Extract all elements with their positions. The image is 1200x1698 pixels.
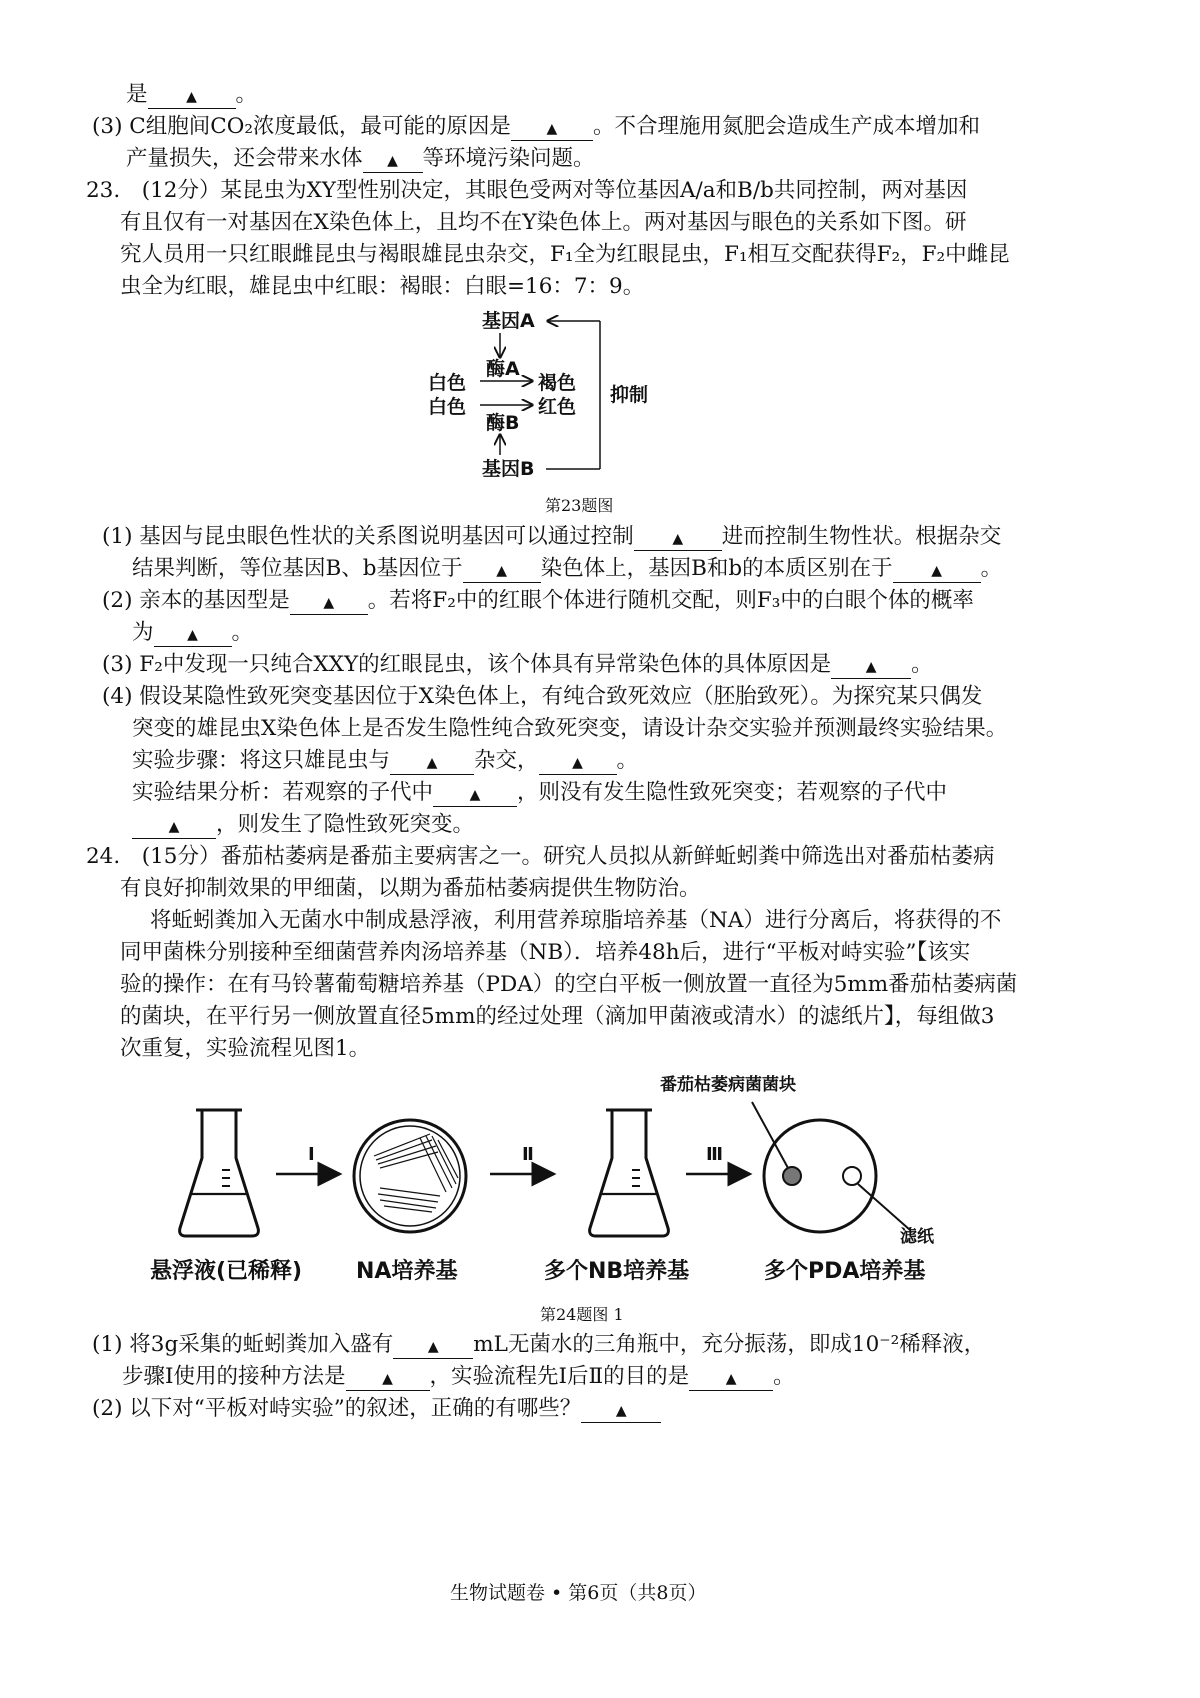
pda-plate-icon (752, 1102, 910, 1232)
nb-medium-label: 多个NB培养基 (544, 1259, 690, 1284)
page-footer: 生物试题卷 • 第6页（共8页） (450, 1582, 707, 1604)
white-label: 白色 (428, 372, 467, 394)
white-label: 白色 (428, 396, 467, 418)
pathogen-label: 番茄枯萎病菌菌块 (660, 1075, 796, 1095)
answer-blank[interactable]: ▲ (148, 86, 236, 109)
question-24-stem: 次重复，实验流程见图1。 (120, 1036, 371, 1061)
answer-blank[interactable]: ▲ (511, 118, 593, 141)
gene-a-label: 基因A (482, 310, 535, 332)
text-line: ▲ ，则发生了隐性致死突变。 (132, 810, 474, 840)
answer-blank[interactable]: ▲ (433, 784, 517, 807)
text-line: (3) F₂中发现一只纯合XXY的红眼昆虫，该个体具有异常染色体的具体原因是 ▲ 。 (102, 652, 933, 677)
answer-blank[interactable]: ▲ (539, 752, 617, 775)
text-line: 突变的雄昆虫X染色体上是否发生隐性纯合致死突变，请设计杂交实验并预测最终实验结果。 (132, 716, 1008, 741)
figure-24-caption: 第24题图 1 (540, 1305, 624, 1324)
text-line: (1) 将3g采集的蚯蚓粪加入盛有 ▲ mL无菌水的三角瓶中，充分振荡，即成10⁻²稀释液， (92, 1332, 986, 1357)
answer-blank[interactable]: ▲ (393, 1336, 473, 1359)
enzyme-a-label: 酶A (486, 358, 520, 380)
question-23-stem: 究人员用一只红眼雌昆虫与褐眼雄昆虫杂交，F₁全为红眼昆虫，F₁相互交配获得F₂，F₂中雌昆 (120, 242, 1010, 267)
figure-23-caption: 第23题图 (545, 496, 614, 515)
enzyme-b-label: 酶B (486, 412, 520, 434)
answer-blank[interactable]: ▲ (290, 592, 368, 615)
answer-blank[interactable]: ▲ (154, 624, 232, 647)
question-24-stem: 的菌块，在平行另一侧放置直径5mm的经过处理（滴加甲菌液或清水）的滤纸片】，每组做3 (120, 1004, 995, 1029)
text-line: 为 ▲ 。 (132, 620, 254, 645)
text-line: 实验结果分析：若观察的子代中 ▲ ，则没有发生隐性致死突变；若观察的子代中 (132, 780, 948, 805)
suspension-label: 悬浮液(已稀释) (150, 1259, 303, 1284)
text-line: (3) C组胞间CO₂浓度最低，最可能的原因是 ▲ 。不合理施用氮肥会造成生产成本增加和 (92, 114, 980, 139)
question-24-stem: 有良好抑制效果的甲细菌，以期为番茄枯萎病提供生物防治。 (120, 876, 701, 901)
text-line: (1) 基因与昆虫眼色性状的关系图说明基因可以通过控制 ▲ 进而控制生物性状。根据杂交 (102, 524, 1002, 549)
pathogen-block (783, 1167, 801, 1185)
question-23-stem: 虫全为红眼，雄昆虫中红眼：褐眼：白眼=16：7：9。 (120, 274, 645, 299)
text-line: (4) 假设某隐性致死突变基因位于X染色体上，有纯合致死效应（胚胎致死）。为探究某只偶发 (102, 684, 983, 709)
answer-blank[interactable]: ▲ (132, 816, 216, 839)
text-line: 步骤I使用的接种方法是 ▲ ，实验流程先I后Ⅱ的目的是 ▲ 。 (122, 1364, 795, 1389)
step-2-label: Ⅱ (522, 1144, 534, 1165)
gene-b-label: 基因B (482, 458, 535, 480)
answer-blank[interactable]: ▲ (346, 1368, 430, 1391)
text-line: (2) 以下对“平板对峙实验”的叙述，正确的有哪些？ ▲ (92, 1394, 661, 1424)
pda-medium-label: 多个PDA培养基 (764, 1259, 926, 1284)
step-3-label: Ⅲ (706, 1144, 724, 1165)
flask-icon (180, 1110, 259, 1236)
answer-blank[interactable]: ▲ (463, 560, 541, 583)
question-24-stem: 将蚯蚓粪加入无菌水中制成悬浮液，利用营养琼脂培养基（NA）进行分离后，将获得的不 (150, 908, 1002, 933)
filter-paper (843, 1167, 861, 1185)
figure-24-diagram (140, 1060, 1020, 1300)
answer-blank[interactable]: ▲ (689, 1368, 773, 1391)
figure-23-diagram (420, 305, 680, 485)
text-line: (2) 亲本的基因型是 ▲ 。若将F₂中的红眼个体进行随机交配，则F₃中的白眼个体的概率 (102, 588, 974, 613)
question-24-stem: 同甲菌株分别接种至细菌营养肉汤培养基（NB）．培养48h后，进行“平板对峙实验”【该实 (120, 940, 971, 965)
question-23-stem: 有且仅有一对基因在X染色体上，且均不在Y染色体上。两对基因与眼色的关系如下图。研 (120, 210, 967, 235)
petri-dish-icon (354, 1120, 466, 1232)
flask-icon (590, 1110, 669, 1236)
question-24-stem: 验的操作：在有马铃薯葡萄糖培养基（PDA）的空白平板一侧放置一直径为5mm番茄枯萎病菌 (120, 972, 1018, 997)
question-24-stem: 24. (15分）番茄枯萎病是番茄主要病害之一。研究人员拟从新鲜蚯蚓粪中筛选出对番茄枯萎病 (86, 844, 995, 869)
inhibit-label: 抑制 (610, 384, 649, 406)
answer-blank[interactable]: ▲ (831, 656, 911, 679)
answer-blank[interactable]: ▲ (390, 752, 474, 775)
answer-blank[interactable]: ▲ (634, 528, 722, 551)
na-medium-label: NA培养基 (356, 1259, 458, 1284)
text-line: 是 ▲ 。 (126, 82, 258, 107)
red-label: 红色 (538, 396, 577, 418)
text-line: 产量损失，还会带来水体 ▲ 等环境污染问题。 (126, 146, 595, 171)
answer-blank[interactable]: ▲ (581, 1400, 661, 1423)
step-1-label: I (308, 1144, 315, 1165)
answer-blank[interactable]: ▲ (893, 560, 981, 583)
filter-label: 滤纸 (900, 1227, 934, 1247)
answer-blank[interactable]: ▲ (363, 150, 423, 173)
text-line: 实验步骤：将这只雄昆虫与 ▲ 杂交， ▲ 。 (132, 748, 639, 773)
question-23-stem: 23. (12分）某昆虫为XY型性别决定，其眼色受两对等位基因A/a和B/b共同控制，两对基因 (86, 178, 968, 203)
brown-label: 褐色 (538, 372, 577, 394)
text-line: 结果判断，等位基因B、b基因位于 ▲ 染色体上，基因B和b的本质区别在于 ▲ 。 (132, 556, 1003, 581)
